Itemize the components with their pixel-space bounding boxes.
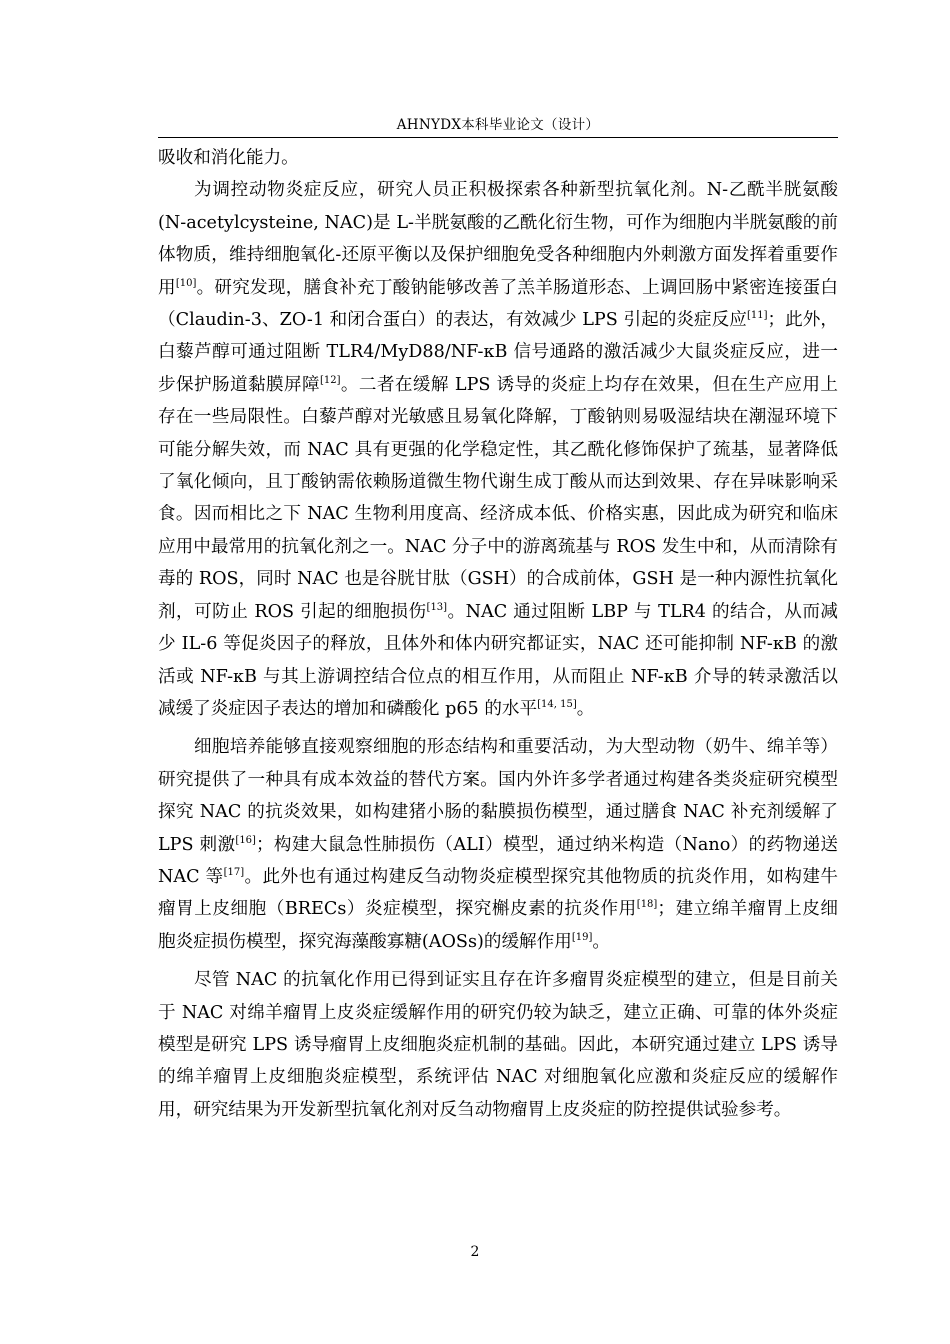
paragraph-text: 吸收和消化能力。 [158, 148, 299, 168]
paragraph-cell-culture-models [158, 731, 838, 958]
citation-reference: [12] [319, 374, 341, 386]
paragraph-text: 。二者在缓解 LPS 诱导的炎症上均存在效果，但在生产应用上存在一些局限性。白藜芦醇对光敏感且易氧化降解，丁酸钠则易吸湿结块在潮湿环境下可能分解失效，而 NAC 具有更强的化学稳定性，其乙酰化修饰保护了巯基，显著降低了氧化倾向，且丁酸钠需依赖肠道微生物代谢生成丁酸从而达到效果、存在异味影响采食。因而相比之下 NAC 生物利用度高、经济成本低、价格实惠，因此成为研究和临床应用中最常用的抗氧化剂之一。NAC 分子中的游离巯基与 ROS 发生中和，从而清除有毒的 ROS，同时 NAC 也是谷胱甘肽（GSH）的合成前体，GSH 是一种内源性抗氧化剂，可防止 ROS 引起的细胞损伤 [158, 374, 838, 622]
header-rule [158, 137, 838, 138]
paragraph-text: 尽管 NAC 的抗氧化作用已得到证实且存在许多瘤胃炎症模型的建立，但是目前关于 NAC 对绵羊瘤胃上皮炎症缓解作用的研究仍较为缺乏，建立正确、可靠的体外炎症模型是研究 LPS 诱导瘤胃上皮细胞炎症机制的基础。因此，本研究通过建立 LPS 诱导的绵羊瘤胃上皮细胞炎症模型，系统评估 NAC 对细胞氧化应激和炎症反应的缓解作用，研究结果为开发新型抗氧化剂对反刍动物瘤胃上皮炎症的防控提供试验参考。 [158, 970, 838, 1120]
citation-reference: [14, 15] [537, 698, 577, 710]
paragraph-study-aim [158, 964, 838, 1126]
citation-reference: [16] [235, 834, 256, 846]
paragraph-text: ；建立绵羊瘤胃上皮细胞炎症损伤模型，探究海藻酸寡糖(AOSs)的缓解作用 [158, 899, 838, 952]
paragraph-text: 。研究发现，膳食补充丁酸钠能够改善了羔羊肠道形态、上调回肠中紧密连接蛋白（Claudin-3、ZO-1 和闭合蛋白）的表达，有效减少 LPS 引起的炎症反应 [158, 277, 838, 331]
citation-reference: [13] [426, 601, 448, 613]
paragraph-continuation [158, 142, 838, 174]
running-header: AHNYDX本科毕业论文（设计） [396, 117, 600, 133]
paragraph-text: 。 [576, 698, 595, 719]
paragraph-text: 为调控动物炎症反应，研究人员正积极探索各种新型抗氧化剂。N-乙酰半胱氨酸(N-acetylcysteine, NAC)是 L-半胱氨酸的乙酰化衍生物，可作为细胞内半胱氨酸的前体物质，维持细胞氧化-还原平衡以及保护细胞免受各种细胞内外刺激方面发挥着重要作用 [158, 180, 838, 298]
main-body [158, 142, 838, 1126]
paragraph-antioxidant-nac [158, 174, 838, 725]
paragraph-text: 细胞培养能够直接观察细胞的形态结构和重要活动，为大型动物（奶牛、绵羊等）研究提供了一种具有成本效益的替代方案。国内外许多学者通过构建各类炎症研究模型探究 NAC 的抗炎效果，如构建猪小肠的黏膜损伤模型，通过膳食 NAC 补充剂缓解了 LPS 刺激 [158, 737, 838, 855]
citation-reference: [18] [636, 899, 658, 911]
paragraph-text: 。 [592, 931, 610, 952]
paragraph-text: ；此外，白藜芦醇可通过阻断 TLR4/MyD88/NF-κB 信号通路的激活减少大鼠炎症反应，进一步保护肠道黏膜屏障 [158, 310, 838, 395]
citation-reference: [19] [571, 931, 593, 943]
paragraph-text: 。NAC 通过阻断 LBP 与 TLR4 的结合，从而减少 IL-6 等促炎因子的释放，且体外和体内研究都证实，NAC 还可能抑制 NF-κB 的激活或 NF-κB 与其上游调控结合位点的相互作用，从而阻止 NF-κB 介导的转录激活以减缓了炎症因子表达的增加和磷酸化 p65 的水平 [158, 601, 838, 719]
paragraph-text: 。此外也有通过构建反刍动物炎症模型探究其他物质的抗炎作用，如构建牛瘤胃上皮细胞（BRECs）炎症模型，探究槲皮素的抗炎作用 [158, 866, 838, 920]
citation-reference: [11] [746, 310, 768, 322]
paragraph-text: ；构建大鼠急性肺损伤（ALI）模型，通过纳米构造（Nano）的药物递送 NAC 等 [158, 834, 838, 887]
citation-reference: [10] [175, 277, 197, 289]
page-number: 2 [470, 1244, 480, 1260]
citation-reference: [17] [223, 866, 245, 878]
